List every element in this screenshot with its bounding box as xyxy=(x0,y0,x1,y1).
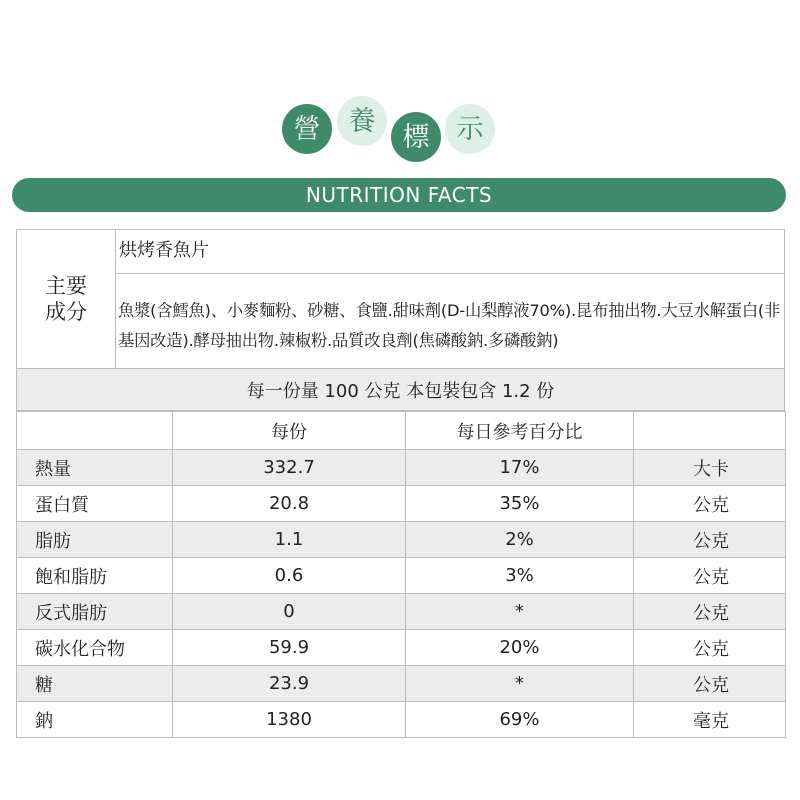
nutrient-value: 1380 xyxy=(173,702,406,738)
header-per-serving: 每份 xyxy=(173,412,406,450)
table-row xyxy=(17,486,786,522)
table-row xyxy=(17,594,786,630)
nutrient-percent: 35% xyxy=(406,486,634,522)
serving-info xyxy=(16,369,785,411)
nutrient-unit: 大卡 xyxy=(634,450,786,486)
title-circle-1 xyxy=(282,104,332,154)
table-row xyxy=(17,630,786,666)
table-row xyxy=(17,558,786,594)
serving-text: 每一份量 100 公克 本包裝包含 1.2 份 xyxy=(246,380,555,402)
title-circle-4 xyxy=(445,104,495,154)
banner-text: NUTRITION FACTS xyxy=(305,183,493,207)
nutrient-unit: 毫克 xyxy=(634,702,786,738)
ingredients-box xyxy=(16,229,785,369)
table-header-row xyxy=(17,412,786,450)
nutrient-percent: 2% xyxy=(406,522,634,558)
table-row xyxy=(17,666,786,702)
nutrient-name: 蛋白質 xyxy=(17,486,173,522)
nutrient-value: 23.9 xyxy=(173,666,406,702)
product-name: 烘烤香魚片 xyxy=(116,230,784,274)
title-char: 示 xyxy=(456,113,484,145)
nutrient-name: 飽和脂肪 xyxy=(17,558,173,594)
nutrient-unit: 公克 xyxy=(634,486,786,522)
nutrient-percent: * xyxy=(406,594,634,630)
title-circle-2 xyxy=(337,96,387,146)
title-char: 養 xyxy=(348,105,376,137)
nutrient-name: 熱量 xyxy=(17,450,173,486)
nutrient-unit: 公克 xyxy=(634,522,786,558)
nutrient-value: 0 xyxy=(173,594,406,630)
title-char: 標 xyxy=(402,121,430,153)
nutrient-percent: 3% xyxy=(406,558,634,594)
nutrient-value: 20.8 xyxy=(173,486,406,522)
ingredients-label-line2: 成分 xyxy=(45,300,87,324)
nutrient-name: 鈉 xyxy=(17,702,173,738)
nutrient-value: 59.9 xyxy=(173,630,406,666)
nutrient-name: 反式脂肪 xyxy=(17,594,173,630)
table-row xyxy=(17,702,786,738)
table-row xyxy=(17,522,786,558)
header-daily-value: 每日參考百分比 xyxy=(406,412,634,450)
title-circle-3 xyxy=(391,112,441,162)
nutrient-unit: 公克 xyxy=(634,630,786,666)
header-blank xyxy=(17,412,173,450)
nutrient-percent: 20% xyxy=(406,630,634,666)
title-char: 營 xyxy=(293,113,321,145)
header-unit xyxy=(634,412,786,450)
nutrient-percent: * xyxy=(406,666,634,702)
nutrient-name: 脂肪 xyxy=(17,522,173,558)
nutrient-percent: 17% xyxy=(406,450,634,486)
nutrient-value: 1.1 xyxy=(173,522,406,558)
nutrition-table xyxy=(16,411,786,738)
nutrition-facts-banner xyxy=(12,178,786,212)
ingredients-label xyxy=(17,230,116,368)
nutrient-value: 0.6 xyxy=(173,558,406,594)
table-row xyxy=(17,450,786,486)
nutrient-name: 糖 xyxy=(17,666,173,702)
ingredients-text: 魚漿(含鱈魚)、小麥麵粉、砂糖、食鹽.甜味劑(D-山梨醇液70%).昆布抽出物.大豆水解蛋白(非基因改造).酵母抽出物.辣椒粉.品質改良劑(焦磷酸鈉.多磷酸鈉) xyxy=(118,301,781,350)
nutrient-percent: 69% xyxy=(406,702,634,738)
nutrient-name: 碳水化合物 xyxy=(17,630,173,666)
nutrient-value: 332.7 xyxy=(173,450,406,486)
nutrient-unit: 公克 xyxy=(634,558,786,594)
nutrient-unit: 公克 xyxy=(634,666,786,702)
ingredients-label-line1: 主要 xyxy=(45,274,87,298)
nutrient-unit: 公克 xyxy=(634,594,786,630)
